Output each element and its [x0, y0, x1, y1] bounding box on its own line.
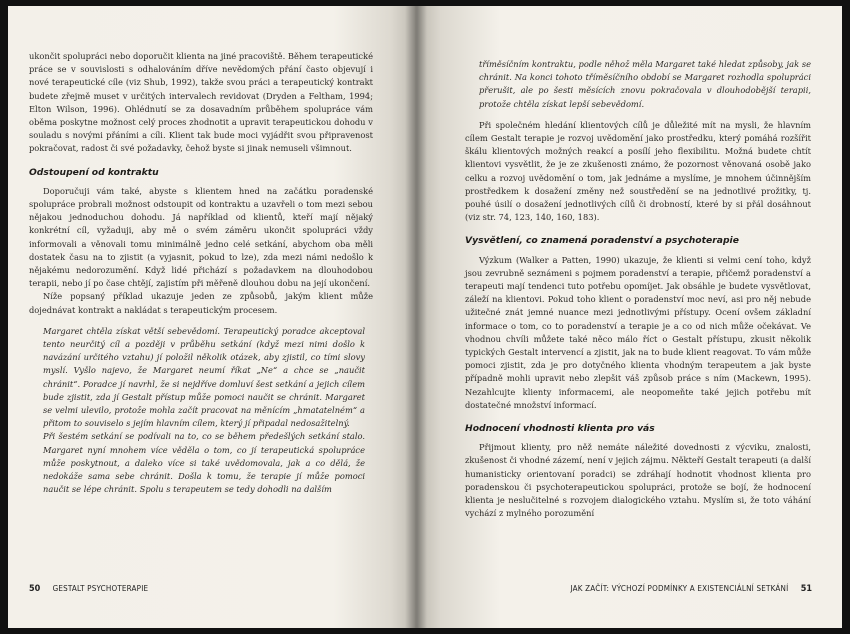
- left-paragraph-1: ukončit spolupráci nebo doporučit klienta na jiné pracoviště. Během terapeutické práce se v souvislosti s odhalováním dříve nevědomých přání často objevují i nové terapeutické cíle (viz Shub, 1992), takže svou práci a terapeutický kontrakt budete zřejmě muset v určitých intervalech revidovat (Dryden a Feltham, 1994; Elton Wilson, 1996). Ohlédnutí se za dosavadním průběhem spolupráce vám oběma poskytne možnost celý proces zhodnotit a upravit terapeutickou dohodu v souladu s novými přáními a cíli. Klient tak bude moci vyjádřit svou připravenost pokračovat, radost či své požadavky, čehož byste si jinak nemuseli všimnout.: [29, 51, 373, 154]
- book-gutter-shadow: [405, 6, 427, 628]
- page-number-left: 50: [29, 584, 41, 594]
- case-example-paragraph-1: Margaret chtěla získat větší sebevědomí. Terapeutický poradce akceptoval tento neurčitý cíl a později v průběhu setkání (když mezi nimi došlo k navázání určitého vztahu) jí položil několik otázek, aby zjistil, co tími slovy myslí. Vyšlo najevo, že Margaret neumí říkat „Ne“ a chce se „naučit chránit“. Poradce jí navrhl, že si nejdříve domluví šest setkání a jejich cílem bude zjistit, zda jí Gestalt přístup může pomoci naučit se chránit. Margaret se velmi ulevilo, protože mohla začít pracovat na měnícím „hmatatelném“ a přitom to souviselo s jejím hlavním cílem, který jí připadal nedosažitelný.: [43, 325, 365, 429]
- page-number-right: 51: [800, 584, 812, 594]
- right-page-footer: [570, 584, 812, 594]
- case-example-continuation: [479, 58, 811, 111]
- section-heading-vysvetleni: Vysvětlení, co znamená poradenství a psychoterapie: [465, 235, 739, 247]
- case-example-box: [43, 325, 365, 497]
- section-heading-hodnoceni: Hodnocení vhodnosti klienta pro vás: [465, 423, 655, 435]
- running-title-right: JAK ZAČÍT: VÝCHOZÍ PODMÍNKY A EXISTENCIÁLNÍ SETKÁNÍ: [570, 584, 789, 593]
- section-heading-odstoupeni: Odstoupení od kontraktu: [29, 166, 159, 178]
- case-example-paragraph-2: Při šestém setkání se podívali na to, co se během předešlých setkání stalo. Margaret nyní mnohem více věděla o tom, co jí terapeutická spolupráce může poskytnout, a daleko více si také uvědomovala, jak a co dělá, že nedokáže sama sebe chránit. Došla k tomu, že terapie jí může pomoci naučit se lépe chránit. Spolu s terapeutem se tedy dohodli na dalším: [43, 431, 365, 495]
- case-example-paragraph-3: tříměsíčním kontraktu, podle něhož měla Margaret také hledat způsoby, jak se chránit. Na konci tohoto tříměsíčního období se Margaret rozhodla spolupráci přerušit, ale po šesti měsících znovu pokračovala v dlouhodobější terapii, protože chtěla získat lepší sebevědomí.: [479, 59, 811, 109]
- left-paragraph-2: Doporučuji vám také, abyste s klientem hned na začátku poradenské spolupráce probrali možnost odstoupit od kontraktu a uzavřeli o tom mezi sebou nějakou jednoduchou dohodu. Já například od klientů, kteří mají nějaký konkrétní cíl, vyžaduji, aby mě o svém záměru ukončit spolupráci vždy informovali a věnovali tomu minimálně jedno celé setkání, abychom oba měli dostatek času na to zjistit (a vyjasnit, pokud to lze), zda mezi námi nedošlo k nějakému nedorozumění. Když lidé přichází s požadavkem na dlouhodobou terapii, nebo jí po čase chtějí, zajistím při měřeně dlouhou dobu na její ukončení.: [29, 185, 373, 289]
- running-title-left: GESTALT PSYCHOTERAPIE: [52, 584, 149, 593]
- left-page-footer: [29, 584, 148, 594]
- left-page: [8, 6, 415, 628]
- left-text-column: [29, 50, 373, 497]
- right-paragraph-2: Výzkum (Walker a Patten, 1990) ukazuje, že klienti si velmi cení toho, když jsou zevrubně seznámeni s pojmem poradenství a terapie, přičemž poradenství a terapeuti mají tendenci tuto potřebu opomíjet. Jak obsáhle je budete vysvětlovat, záleží na klientovi. Pokud toho klient o poradenství moc neví, asi pro něj nebude užitečné znát jemné nuance mezi jednotlivými přístupy. Ocení ovšem základní informace o tom, co to poradenství a terapie je a co od nich může očekávat. Ve vhodnou chvíli můžete také něco málo říct o Gestalt přístupu, zkusit několik typických Gestalt intervencí a zjistit, jak na to bude klient reagovat. To vám může pomoci zjistit, zda je pro dotyčného klienta vhodným terapeutem a jak byste případně mohli upravit nebo zlepšit váš způsob práce s ním (Mackewn, 1995). Nezahlcujte klienty informacemi, ale neopomeňte také jejich potřebu mít dostatečné množství informací.: [465, 254, 811, 410]
- right-page: [415, 6, 842, 628]
- left-paragraph-3: Níže popsaný příklad ukazuje jeden ze způsobů, jakým klient může dojednávat kontrakt a nakládat s terapeutickým procesem.: [29, 291, 373, 315]
- right-paragraph-1: Při společném hledání klientových cílů je důležité mít na mysli, že hlavním cílem Gestalt terapie je rozvoj uvědomění jako prostředku, který pomáhá rozšířit škálu klientových možných reakcí a posílí jeho flexibilitu. Možná budete chtít klientovi vysvětlit, že je ze zkušenosti známo, že pozornost věnovaná osobě jako celku a rozvoj uvědomění o tom, jak jednáme a myslíme, je mnohem účinnějším prostředkem k dosažení změny než soustředění se na jednotlivé prožitky, tj. pouhé úsilí o dosažení jednotlivých cílů či drobností, které by si přál dosáhnout (viz str. 74, 123, 140, 160, 183).: [465, 119, 811, 223]
- right-text-column: [465, 58, 811, 521]
- right-paragraph-3: Přijmout klienty, pro něž nemáte náležité dovednosti z výcviku, znalosti, zkušenost či vhodné zázemí, není v jejich zájmu. Někteří Gestalt terapeuti (a další humanisticky orientovaní poradci) se zdráhají hodnotit vhodnost klienta pro poradenskou či psychoterapeutickou spolupráci, protože se bojí, že hodnocení klienta je neslučitelné s rozvojem dialogického vztahu. Myslím si, že toto váhání vychází z mylného porozumění: [465, 442, 811, 519]
- book-spread: [8, 6, 842, 628]
